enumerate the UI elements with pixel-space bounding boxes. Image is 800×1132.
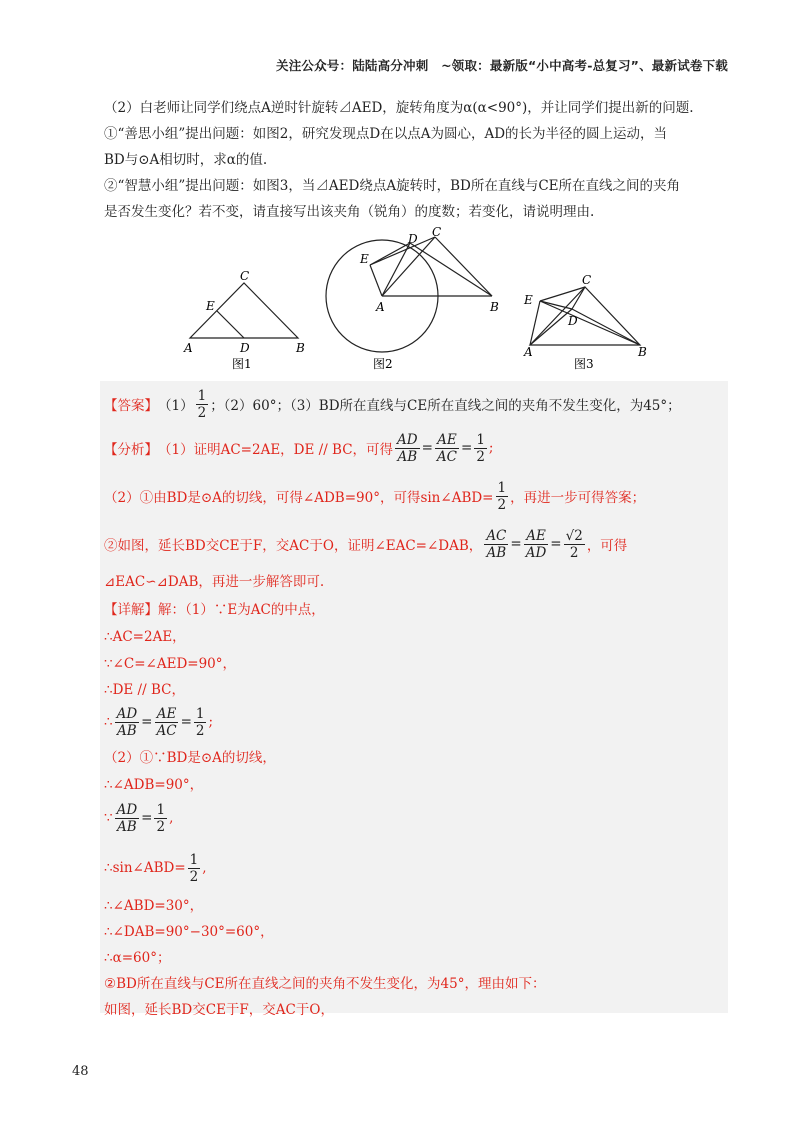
detail-step-7: ∵ $\frac{AD}{AB}$ = $\frac{1}{2}$ , (104, 801, 174, 835)
page-header: 关注公众号：陆陆高分冲刺 ~领取：最新版“小中高考-总复习”、最新试卷下载 (276, 58, 728, 73)
answer-part-1: （1） (158, 398, 194, 414)
detail-step-6: ∴∠ADB=90°， (104, 777, 204, 793)
detail-step-12: ②BD所在直线与CE所在直线之间的夹角不发生变化，为45°，理由如下： (104, 976, 546, 992)
fig2-label-e: E (360, 252, 369, 266)
fig2-label-a: A (376, 300, 385, 314)
fig3-label-e: E (524, 293, 533, 307)
fig3-caption: 图3 (574, 357, 594, 371)
detail-step-4: ∴ $\frac{AD}{AB}$ = $\frac{AE}{AC}$ = $\frac{1}{2}$ ; (104, 705, 214, 739)
question-text (104, 95, 724, 225)
fig1-label-b: B (296, 341, 305, 355)
answer-part-2: ；（2）60°；（3）BD所在直线与CE所在直线之间的夹角不发生变化，为45°； (210, 398, 681, 414)
analysis-text-1: （1）证明AC=2AE，DE // BC，可得 (158, 442, 394, 458)
fig2-label-b: B (490, 300, 499, 314)
fig1-label-e: E (206, 299, 215, 313)
question-line-3: BD与⊙A相切时，求α的值. (104, 152, 268, 168)
answer-tag: 【答案】 (104, 398, 158, 414)
fraction-ae-ac: $\frac{AE}{AC}$ (436, 431, 458, 465)
page-number: 48 (72, 1064, 89, 1079)
fig3-label-c: C (582, 273, 592, 287)
analysis-line-2: （2）①由BD是⊙A的切线，可得∠ADB=90°，可得sin∠ABD= $\frac{1}{2}$ ，再进一步可得答案； (104, 479, 646, 513)
fig1-label-a: A (184, 341, 193, 355)
fig1-caption: 图1 (232, 357, 252, 371)
analysis-line-3: ②如图，延长BD交CE于F，交AC于O，证明∠EAC=∠DAB， $\frac{AC}{AB}$ = $\frac{AE}{AD}$ = $\frac{√2}{2}$ ，可得 (104, 527, 628, 561)
detail-step-9: ∴∠ABD=30°， (104, 898, 204, 914)
detail-step-2: ∵∠C=∠AED=90°， (104, 656, 237, 672)
fraction-half: $\frac{1}{2}$ (476, 431, 485, 465)
fig2-label-d: D (408, 232, 418, 246)
fraction-ad-ab: $\frac{AD}{AB}$ (397, 431, 418, 465)
detail-line-1: 【详解】 解：（1）∵E为AC的中点， (104, 602, 325, 618)
detail-step-8: ∴sin∠ABD= $\frac{1}{2}$ , (104, 851, 207, 885)
fig1-label-c: C (240, 269, 250, 283)
detail-step-13: 如图，延长BD交CE于F，交AC于O， (104, 1002, 334, 1018)
fig2-label-c: C (432, 225, 442, 239)
question-line-4: ②“智慧小组”提出问题：如图3，当⊿AED绕点A旋转时，BD所在直线与CE所在直线之间的夹角 (104, 178, 680, 194)
question-line-5: 是否发生变化？若不变，请直接写出该夹角（锐角）的度数；若变化，请说明理由. (104, 204, 595, 220)
answer-line (104, 387, 681, 421)
analysis-line-1: 【分析】 （1）证明AC=2AE，DE // BC，可得 $\frac{AD}{AB}$ = $\frac{AE}{AC}$ = $\frac{1}{2}$ ; (104, 431, 494, 465)
detail-step-11: ∴α=60°； (104, 950, 171, 966)
detail-step-5: （2）①∵BD是⊙A的切线， (104, 750, 276, 766)
answer-fraction: $\frac{1}{2}$ (197, 387, 207, 421)
fig1-label-d: D (240, 341, 250, 355)
detail-step-3: ∴DE // BC， (104, 682, 185, 698)
figure-2 (326, 237, 492, 352)
analysis-tag: 【分析】 (104, 442, 158, 458)
figure-3 (530, 287, 640, 345)
detail-step-10: ∴∠DAB=90°−30°=60°， (104, 924, 274, 940)
fig3-label-b: B (638, 345, 647, 359)
fig3-label-a: A (524, 345, 533, 359)
detail-step-1: ∴AC=2AE， (104, 629, 186, 645)
question-line-2: ①“善思小组”提出问题：如图2，研究发现点D在以点A为圆心，AD的长为半径的圆上运动，当 (104, 126, 668, 142)
solution-box (100, 381, 728, 1013)
fig2-caption: 图2 (373, 357, 393, 371)
fig3-label-d: D (568, 314, 578, 328)
question-line-1: （2）白老师让同学们绕点A逆时针旋转⊿AED，旋转角度为α(α<90°)，并让同学们提出新的问题. (104, 100, 694, 116)
geometry-figures (170, 225, 670, 375)
analysis-line-4: ⊿EAC∽⊿DAB，再进一步解答即可. (104, 574, 325, 590)
